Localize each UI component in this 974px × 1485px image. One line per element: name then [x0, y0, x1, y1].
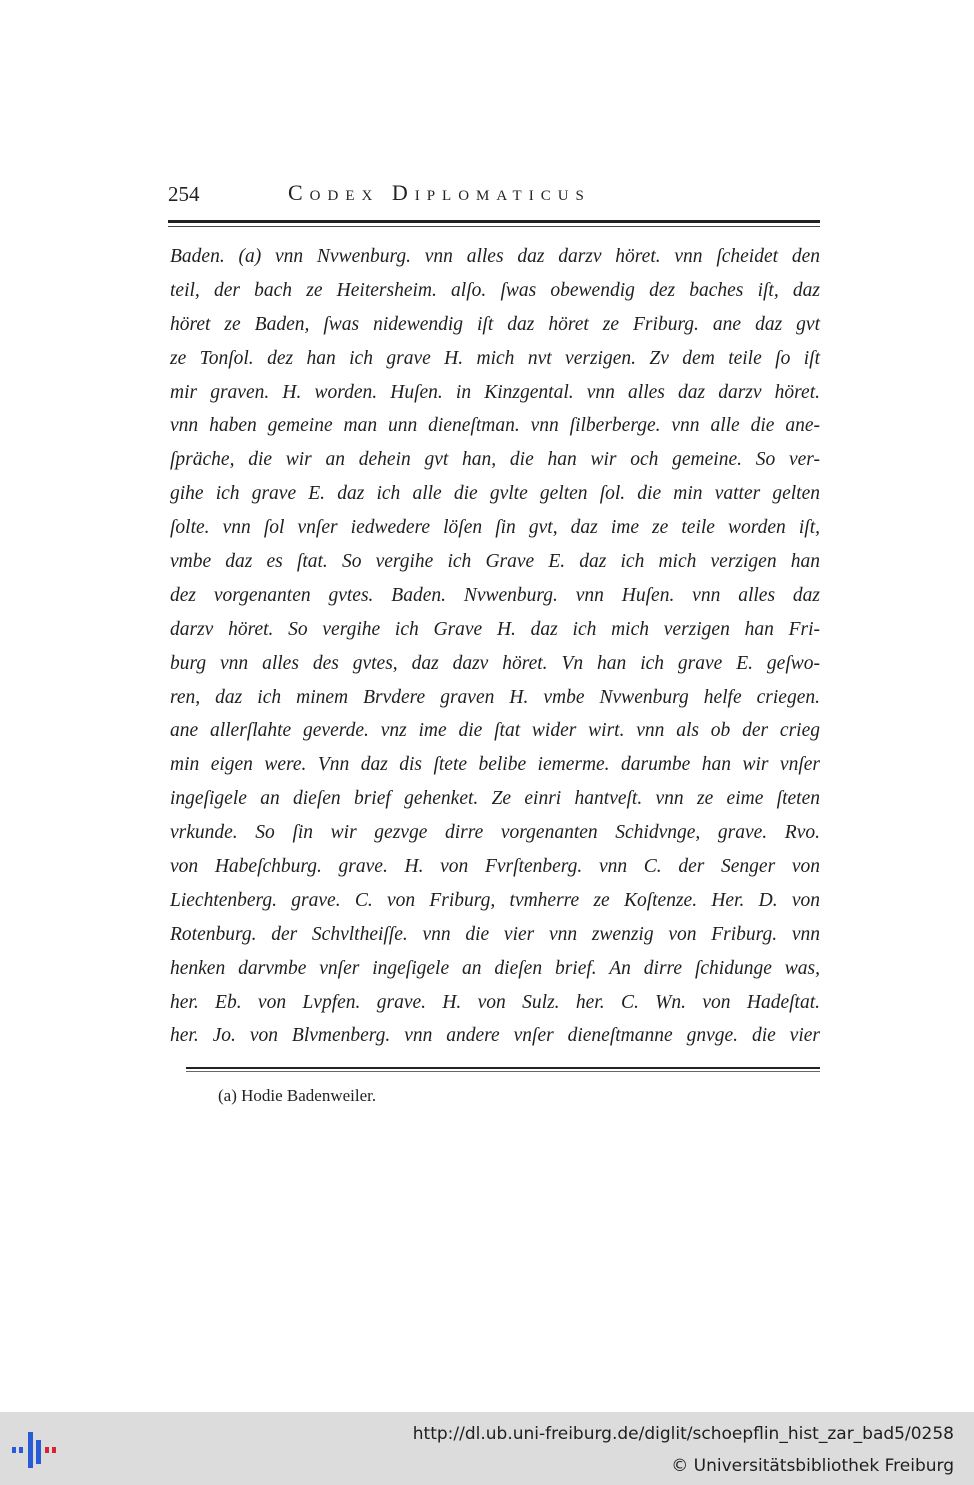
text-line: Rotenburg. der Schvltheiſſe. vnn die vier vnn zwenzig von Friburg. vnn — [170, 923, 820, 945]
text-line: henken darvmbe vnſer ingeſigele an dieſen brief. An dirre ſchidunge was, — [170, 957, 820, 979]
body-text — [170, 240, 820, 1053]
text-line: gihe ich grave E. daz ich alle die gvlte gelten ſol. die min vatter gelten — [170, 483, 820, 505]
text-line: min eigen were. Vnn daz dis ſtete belibe iemerme. darumbe han wir vnſer — [170, 754, 820, 776]
page-header — [168, 180, 820, 210]
text-line: vnn haben gemeine man unn dieneſtman. vnn ſilberberge. vnn alle die ane- — [170, 415, 820, 437]
text-line: dez vorgenanten gvtes. Baden. Nvwenburg. vnn Huſen. vnn alles daz — [170, 584, 820, 606]
header-rule-thin — [168, 226, 820, 227]
text-line: vrkunde. So ſin wir gezvge dirre vorgenanten Schidvnge, grave. Rvo. — [170, 822, 820, 844]
text-line: mir graven. H. worden. Huſen. in Kinzgental. vnn alles daz darzv höret. — [170, 381, 820, 403]
text-line: Baden. (a) vnn Nvwenburg. vnn alles daz darzv höret. vnn ſcheidet den — [170, 246, 820, 267]
text-line: ane allerſlahte geverde. vnz ime die ſtat wider wirt. vnn als ob der crieg — [170, 720, 820, 742]
viewer-footer — [0, 1412, 974, 1485]
text-line: ze Tonſol. dez han ich grave H. mich nvt verzigen. Zv dem teile ſo iſt — [170, 347, 820, 369]
text-line: ſolte. vnn ſol vnſer iedwedere löſen ſin gvt, daz ime ze teile worden iſt, — [170, 517, 820, 539]
header-rule — [168, 220, 820, 223]
footnote-rule-thin — [186, 1071, 820, 1072]
ub-freiburg-logo-icon[interactable] — [12, 1432, 64, 1468]
text-line: her. Eb. von Lvpfen. grave. H. von Sulz. her. C. Wn. von Hadeſtat. — [170, 991, 820, 1013]
footnote: (a) Hodie Badenweiler. — [218, 1086, 377, 1105]
text-line: ſpräche, die wir an dehein gvt han, die han wir och gemeine. So ver- — [170, 449, 820, 471]
permalink-url[interactable]: http://dl.ub.uni-freiburg.de/diglit/schoepflin_hist_zar_bad5/0258 — [412, 1424, 954, 1444]
text-line: burg vnn alles des gvtes, daz dazv höret. Vn han ich grave E. geſwo- — [170, 652, 820, 674]
text-line: teil, der bach ze Heitersheim. alſo. ſwas obewendig dez baches iſt, daz — [170, 279, 820, 301]
running-title: Codex Diplomaticus — [288, 180, 591, 205]
text-line: her. Jo. von Blvmenberg. vnn andere vnſer dieneſtmanne gnvge. die vier — [170, 1025, 820, 1047]
copyright-notice: © Universitätsbibliothek Freiburg — [671, 1456, 954, 1476]
text-line: ingeſigele an dieſen brief gehenket. Ze einri hantveſt. vnn ze eime ſteten — [170, 788, 820, 810]
text-line: vmbe daz es ſtat. So vergihe ich Grave E. daz ich mich verzigen han — [170, 551, 820, 573]
text-line: höret ze Baden, ſwas nidewendig iſt daz höret ze Friburg. ane daz gvt — [170, 313, 820, 335]
page-number: 254 — [168, 182, 200, 206]
footnote-rule — [186, 1067, 820, 1069]
text-line: von Habeſchburg. grave. H. von Fvrſtenberg. vnn C. der Senger von — [170, 856, 820, 878]
text-line: Liechtenberg. grave. C. von Friburg, tvmherre ze Koſtenze. Her. D. von — [170, 889, 820, 911]
text-line: darzv höret. So vergihe ich Grave H. daz ich mich verzigen han Fri- — [170, 618, 820, 640]
text-line: ren, daz ich minem Brvdere graven H. vmbe Nvwenburg helfe criegen. — [170, 686, 820, 708]
